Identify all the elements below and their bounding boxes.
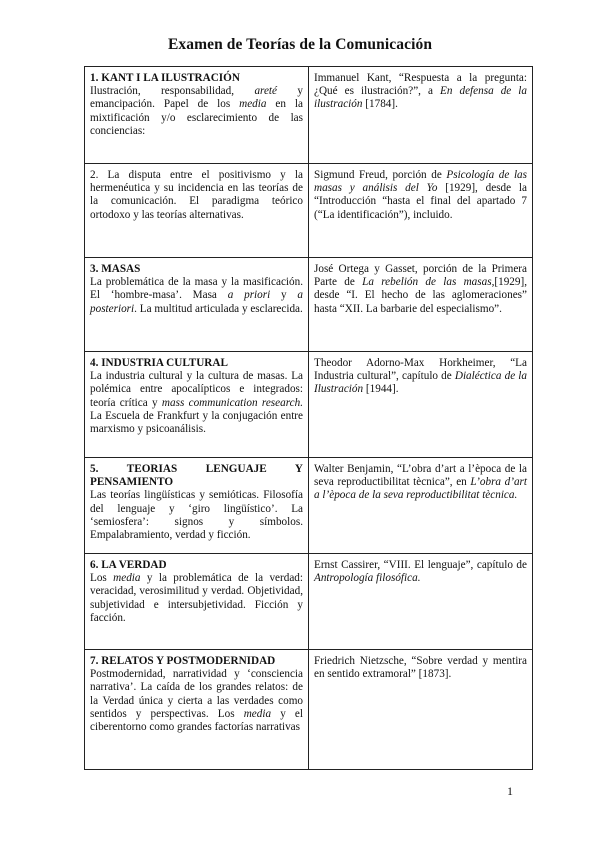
italic-text: Dialéctica de la Ilustración	[314, 370, 527, 396]
text-run: Immanuel Kant, “Respuesta a la pregunta: ¿Qué es ilustración?”, a	[314, 72, 527, 98]
italic-text: areté	[254, 85, 278, 98]
text-run: José Ortega y Gasset, porción de la Primera Parte de	[314, 263, 527, 289]
text-run: y la problemática de la verdad: veracidad, verosimilitud y verdad. Objetividad, subjetividad e intersubjetividad. Ficción y facción.	[90, 572, 303, 624]
italic-text: Psicología de las masas y análisis del Yo	[314, 169, 528, 195]
italic-text: media	[113, 572, 141, 585]
table-row	[85, 650, 533, 770]
text-run: Ernst Cassirer, “VIII. El lenguaje”, capítulo de	[314, 559, 527, 571]
text-run: [1929], desde la “Introducción “hasta el final del apartado 7 (“La identificación”), incluido.	[314, 182, 527, 221]
text-run: La problemática de la masa y la masificación. El ‘hombre-masa’. Masa	[90, 276, 303, 302]
topic-cell	[85, 458, 309, 554]
reading-cell	[309, 352, 533, 458]
italic-text: a priori	[227, 289, 271, 302]
text-run: Ilustración, responsabilidad,	[90, 85, 255, 98]
text-run: Theodor Adorno-Max Horkheimer, “La Industria cultural”, capítulo de	[314, 357, 527, 383]
text-run: Sigmund Freud, porción de	[314, 169, 447, 181]
text-run: La Escuela de Frankfurt y la conjugación entre marxismo y psicoanálisis.	[90, 409, 303, 436]
topic-heading: 7. RELATOS Y POSTMODERNIDAD	[90, 655, 276, 667]
page-title: Examen de Teorías de la Comunicación	[167, 36, 433, 53]
topic-cell	[85, 258, 309, 352]
text-run: Friedrich Nietzsche, “Sobre verdad y mentira en sentido extramoral” [1873].	[314, 655, 527, 681]
italic-text: La rebelión de las masas,	[362, 276, 495, 289]
topic-heading: 5. TEORIAS LENGUAJE Y PENSAMIENTO	[90, 463, 303, 489]
exam-table	[84, 66, 533, 770]
italic-text: media	[243, 707, 272, 720]
table-row	[85, 164, 533, 258]
text-run: en la mixtificación y/o esclarecimiento de las conciencias:	[90, 98, 303, 137]
reading-cell	[309, 650, 533, 770]
topic-heading: 4. INDUSTRIA CULTURAL	[90, 357, 228, 369]
text-run: y	[270, 289, 298, 302]
topic-cell	[85, 67, 309, 164]
text-run: 2. La disputa entre el positivismo y la hermenéutica y su incidencia en las teorías de la comunicación. El paradigma teórico ortodoxo y las teorías alternativas.	[90, 169, 303, 221]
text-run: Walter Benjamin, “L’obra d’art a l’època de la seva reproductibilitat tècnica”, en	[314, 463, 527, 489]
text-run: [1944].	[363, 383, 399, 396]
text-run: [1784].	[362, 98, 398, 111]
text-run: . La multitud articulada y esclarecida.	[134, 302, 303, 315]
topic-heading: 3. MASAS	[90, 263, 141, 275]
topic-heading: 6. LA VERDAD	[90, 559, 167, 571]
page-number: 1	[507, 784, 513, 798]
italic-text: Antropología filosófica.	[314, 572, 421, 585]
italic-text: media	[239, 98, 267, 111]
text-run: Los	[90, 572, 114, 585]
italic-text: a posteriori	[90, 289, 303, 315]
text-run: Las teorías lingüísticas y semióticas. Filosofía del lenguaje y ‘giro lingüístico’. La ‘semiosfera’: signos y símbolos. Empalabramiento, verdad y ficción.	[90, 489, 303, 542]
topic-cell	[85, 352, 309, 458]
table-row	[85, 352, 533, 458]
italic-text: mass communication research.	[161, 396, 303, 409]
table-row	[85, 458, 533, 554]
reading-cell	[309, 258, 533, 352]
reading-cell	[309, 458, 533, 554]
text-run: Postmodernidad, narratividad y ‘consciencia narrativa’. La caída de los grandes relatos: de la Verdad única y cierta a las verdades como sentidos y perspectivas. Los	[90, 668, 303, 720]
topic-cell	[85, 650, 309, 770]
text-run: [1929], desde “I. El hecho de las aglomeraciones” hasta “XII. La barbarie del especialismo”.	[314, 276, 528, 315]
reading-cell	[309, 164, 533, 258]
topic-heading: 1. KANT I LA ILUSTRACIÓN	[90, 72, 240, 84]
reading-cell	[309, 67, 533, 164]
text-run: y emancipación. Papel de los	[90, 85, 303, 111]
topic-cell	[85, 164, 309, 258]
italic-text: L’obra d’art a l’època de la seva reproductibilitat tècnica.	[314, 476, 528, 502]
table-row	[85, 67, 533, 164]
italic-text: En defensa de la ilustración	[314, 85, 527, 111]
topic-cell	[85, 554, 309, 650]
text-run: La industria cultural y la cultura de masas. La polémica entre apocalípticos e integrados: teoría crítica y	[90, 370, 303, 409]
table-row	[85, 554, 533, 650]
exam-table-body	[85, 67, 533, 770]
text-run: y el ciberentorno como grandes factorías narrativas	[90, 707, 303, 734]
table-row	[85, 258, 533, 352]
reading-cell	[309, 554, 533, 650]
